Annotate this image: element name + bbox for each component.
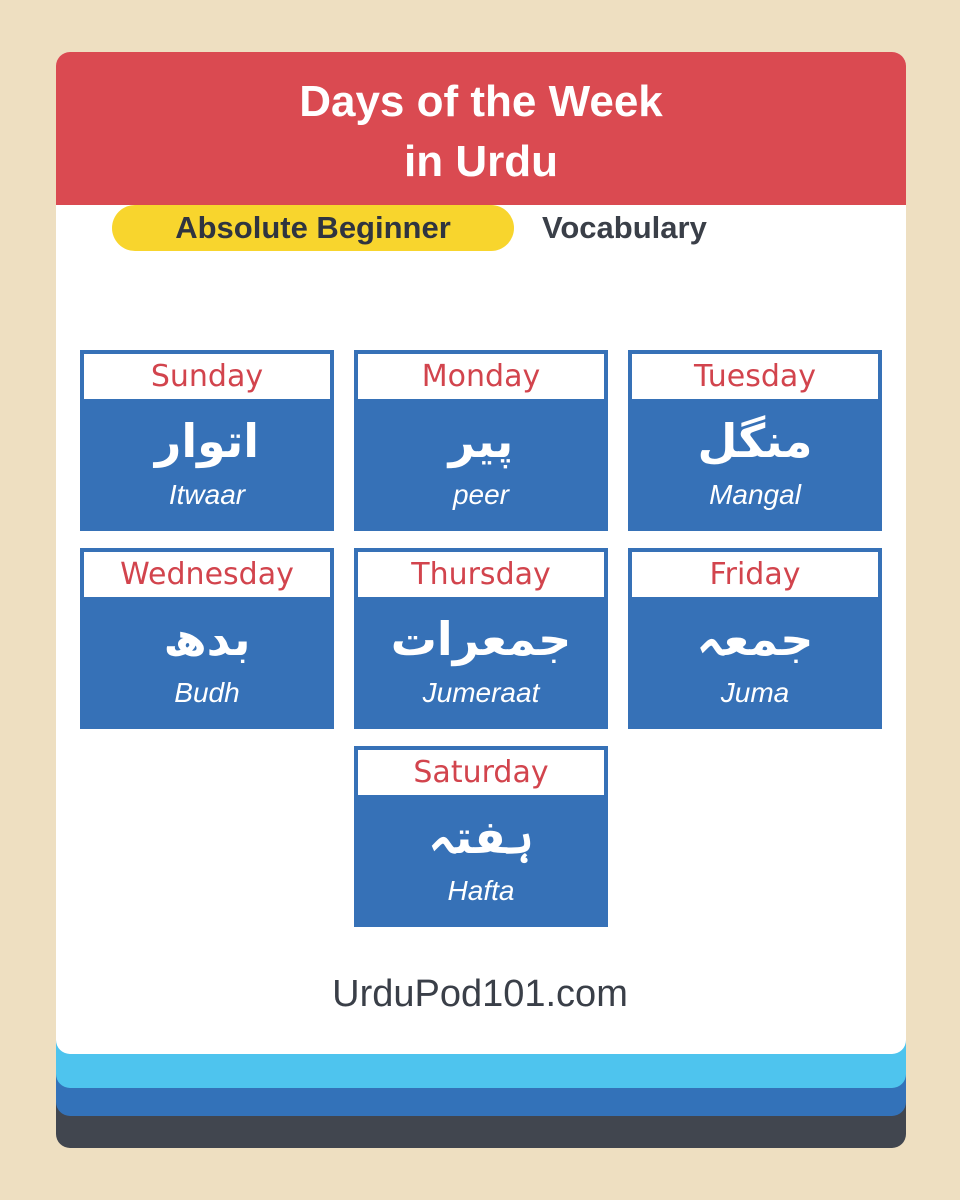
day-transliteration: Juma — [720, 677, 790, 708]
day-english-label: Wednesday — [84, 552, 330, 597]
day-urdu-word: اتوار — [154, 414, 260, 468]
level-badge: Absolute Beginner — [112, 205, 514, 251]
day-transliteration: Mangal — [709, 479, 801, 510]
day-card-friday — [628, 548, 882, 729]
day-english-label: Tuesday — [632, 354, 878, 399]
day-card-saturday — [354, 746, 608, 927]
day-card-wednesday — [80, 548, 334, 729]
day-transliteration: Hafta — [447, 875, 515, 906]
day-card-sunday — [80, 350, 334, 531]
category-label: Vocabulary — [542, 210, 707, 245]
day-urdu-word: جمعہ — [696, 612, 814, 666]
day-english-label: Saturday — [358, 750, 604, 795]
day-transliteration: Itwaar — [168, 479, 246, 510]
site-footer-link[interactable]: UrduPod101.com — [332, 973, 628, 1015]
day-card-thursday — [354, 548, 608, 729]
day-english-label: Monday — [358, 354, 604, 399]
day-urdu-word: منگل — [697, 414, 813, 468]
day-card-monday — [354, 350, 608, 531]
title-banner — [56, 52, 906, 205]
day-urdu-word: ہفتہ — [428, 810, 534, 864]
page-title-line-1: Days of the Week — [299, 77, 663, 126]
day-urdu-word: پیر — [448, 414, 514, 468]
day-english-label: Friday — [632, 552, 878, 597]
day-transliteration: Budh — [174, 677, 240, 708]
day-urdu-word: جمعرات — [390, 612, 572, 666]
page-title-line-2: in Urdu — [404, 137, 558, 186]
day-urdu-word: بدھ — [163, 612, 251, 666]
day-english-label: Thursday — [358, 552, 604, 597]
day-card-tuesday — [628, 350, 882, 531]
day-english-label: Sunday — [84, 354, 330, 399]
day-transliteration: Jumeraat — [422, 677, 540, 708]
day-transliteration: peer — [452, 479, 510, 510]
